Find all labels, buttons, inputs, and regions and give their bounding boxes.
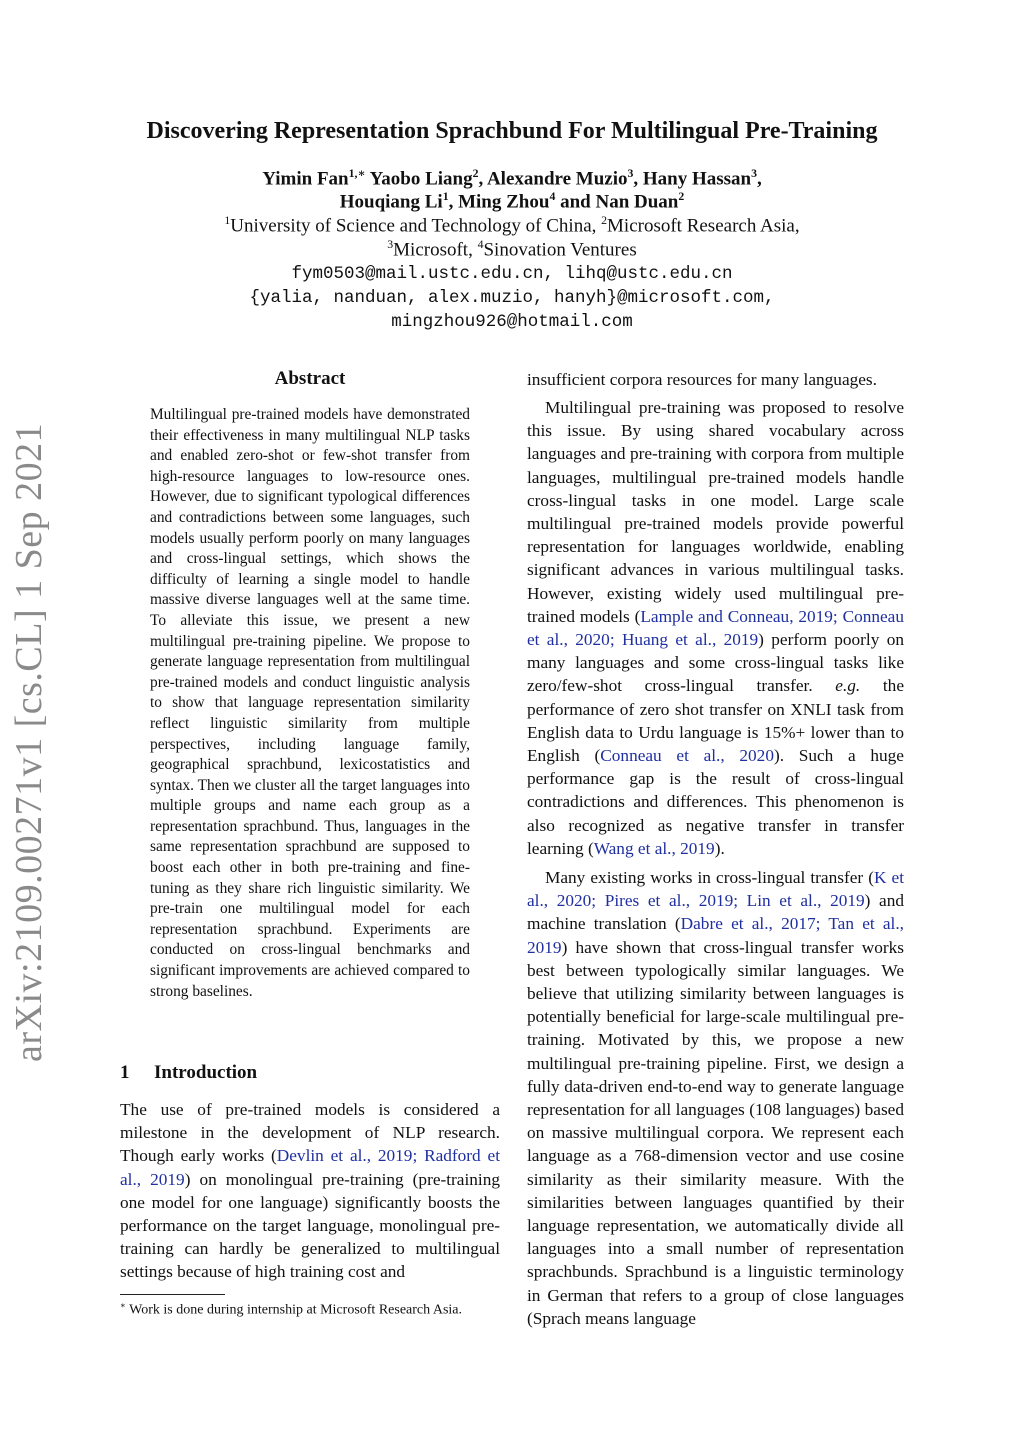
text-run: Multilingual pre-training was proposed to resolve this issue. By using shared vocabulary across languages and pre-training with corpora from multiple languages, multilingual pre-trained models handle cross-lingual tasks in one model. Large scale multilingual pre-trained models provide powerful representation for languages worldwide, enabling significant advances in various multilingual tasks. However, existing widely used multilingual pre-trained models ( xyxy=(527,398,904,626)
citation-link[interactable]: K et al., 2020; Pires et al., 2019; Lin et al., 2019 xyxy=(527,868,904,911)
intro-paragraph-1 xyxy=(120,1098,500,1284)
affiliation: Microsoft, xyxy=(393,239,478,261)
text-run: ) perform poorly on many languages and some cross-lingual tasks like zero/few-shot cross-lingual transfer. xyxy=(527,630,904,696)
section-heading-introduction xyxy=(120,1062,257,1084)
affil-sup: 3 xyxy=(387,238,394,251)
abstract-text: Multilingual pre-trained models have demonstrated their effectiveness in many multilingual NLP tasks and enabled zero-shot or few-shot transfer from high-resource languages to low-resource ones. However, due to significant typological differences and contradictions between some languages, such models usually perform poorly on many languages and cross-lingual settings, which shows the difficulty of learning a single model to handle massive diverse languages well at the same time. To alleviate this issue, we present a new multilingual pre-training pipeline. We propose to generate language representation from multilingual pre-trained models and conduct linguistic analysis to show that language representation similarity reflect linguistic similarity from multiple perspectives, including language family, geographical sprachbund, lexicostatistics and syntax. Then we cluster all the target languages into multiple groups and name each group as a representation sprachbund. Thus, languages in the same representation sprachbund are supposed to boost each other in both pre-training and fine-tuning as they share rich linguistic similarity. We pre-train one multilingual model for each representation sprachbund. Experiments are conducted on cross-lingual benchmarks and significant improvements are achieved compared to strong baselines. xyxy=(150,406,470,1000)
author-line-2: Houqiang Li$^1$, Ming Zhou$^4$ and Nan Duan$^2$ xyxy=(339,190,685,213)
text-run: ). xyxy=(714,838,725,858)
author-sup: 3 xyxy=(751,167,758,180)
affiliation: Microsoft Research Asia, xyxy=(607,215,800,237)
text-run: Many existing works in cross-lingual transfer ( xyxy=(545,868,874,887)
footnote-text: Work is done during internship at Microsoft Research Asia. xyxy=(125,1302,463,1318)
author-name: Nan Duan xyxy=(595,191,679,213)
affiliation: Sinovation Ventures xyxy=(483,239,637,261)
affil-sup: 2 xyxy=(601,214,608,227)
citation-link[interactable]: Dabre et al., 2017; Tan et al., 2019 xyxy=(527,914,904,957)
intro-paragraph-3 xyxy=(527,866,904,1330)
citation-link[interactable]: Wang et al., 2019 xyxy=(593,838,715,858)
author-name: Yaobo Liang xyxy=(369,168,473,190)
affil-sup: 1 xyxy=(224,214,231,227)
author-and: and xyxy=(560,191,591,213)
author-sup: 3 xyxy=(627,167,634,180)
text-run: ). Such a huge performance gap is the result of cross-lingual contradictions and differences. This phenomenon is also recognized as negative transfer in transfer learning ( xyxy=(527,746,904,858)
citation-link[interactable]: Lample and Conneau, 2019; Conneau et al., 2020; Huang et al., 2019 xyxy=(527,606,904,650)
email-line-1: fym0503@mail.ustc.edu.cn, lihq@ustc.edu.cn xyxy=(291,264,733,284)
intro-paragraph-2 xyxy=(527,396,904,860)
section-number: 1 xyxy=(120,1062,130,1083)
author-sup: 2 xyxy=(678,190,685,203)
author-sup: 1 xyxy=(442,190,449,203)
affiliation-line-2 xyxy=(0,238,1024,261)
author-line-1: Yimin Fan$^{1,∗}$ Yaobo Liang$^2$, Alexandre Muzio$^3$, Hany Hassan$^3$, xyxy=(262,167,762,190)
author-sup: 2 xyxy=(472,167,479,180)
footnote-rule xyxy=(120,1294,225,1295)
affil-sup: 4 xyxy=(477,238,484,251)
section-title: Introduction xyxy=(154,1062,258,1083)
footnote-mark: ∗ xyxy=(120,1300,126,1310)
email-line-3: mingzhou926@hotmail.com xyxy=(391,312,633,332)
author-name: Hany Hassan xyxy=(642,168,752,190)
text-run: ) on monolingual pre-training (pre-training one model for one language) significantly boosts the performance on the target language, monolingual pre-training can hardly be generalized to multilingual settings because of high training cost and xyxy=(120,1169,500,1282)
author-name: Ming Zhou xyxy=(458,191,550,213)
author-name: Houqiang Li xyxy=(339,191,443,213)
footnote xyxy=(120,1296,500,1320)
text-run: The use of pre-trained models is considered a milestone in the development of NLP research. Though early works ( xyxy=(120,1100,500,1166)
author-sup: 1,∗ xyxy=(348,167,366,180)
author-name: Alexandre Muzio xyxy=(486,168,628,190)
email-line-2: {yalia, nanduan, alex.muzio, hanyh}@microsoft.com, xyxy=(249,288,775,308)
intro-paragraph-1-continued: insufficient corpora resources for many languages. xyxy=(527,370,877,389)
author-name: Yimin Fan xyxy=(262,168,349,190)
citation-link[interactable]: Conneau et al., 2020 xyxy=(600,746,774,766)
paper-title: Discovering Representation Sprachbund For Multilingual Pre-Training xyxy=(146,118,878,144)
arxiv-stamp: arXiv:2109.00271v1 [cs.CL] 1 Sep 2021 xyxy=(8,422,50,1062)
affiliation: University of Science and Technology of China, xyxy=(230,215,602,237)
affiliation-line-1 xyxy=(0,214,1024,237)
text-run: ) and machine translation ( xyxy=(527,891,904,934)
text-italic: e.g. xyxy=(835,676,861,696)
text-run: ) have shown that cross-lingual transfer works best between typologically similar languages. We believe that utilizing similarity between languages is potentially beneficial for large-scale multilingual pre-training. Motivated by this, we propose a new multilingual pre-training pipeline. First, we design a fully data-driven end-to-end way to generate language representation for all languages (108 languages) based on massive multilingual corpora. We represent each language as a 768-dimension vector and use cosine similarity as their similarity measure. With the similarities between languages quantified by their language representation, we automatically divide all languages into a small number of representation sprachbunds. Sprachbund is a linguistic terminology in German that refers to a group of close languages (Sprach means language xyxy=(527,937,904,1328)
citation-link[interactable]: Devlin et al., 2019; Radford et al., 2019 xyxy=(120,1146,500,1189)
abstract-heading: Abstract xyxy=(274,368,346,389)
text-run: the performance of zero shot transfer on XNLI task from English data to Urdu language is 15%+ lower than to English ( xyxy=(527,676,904,766)
author-sup: 4 xyxy=(549,190,556,203)
